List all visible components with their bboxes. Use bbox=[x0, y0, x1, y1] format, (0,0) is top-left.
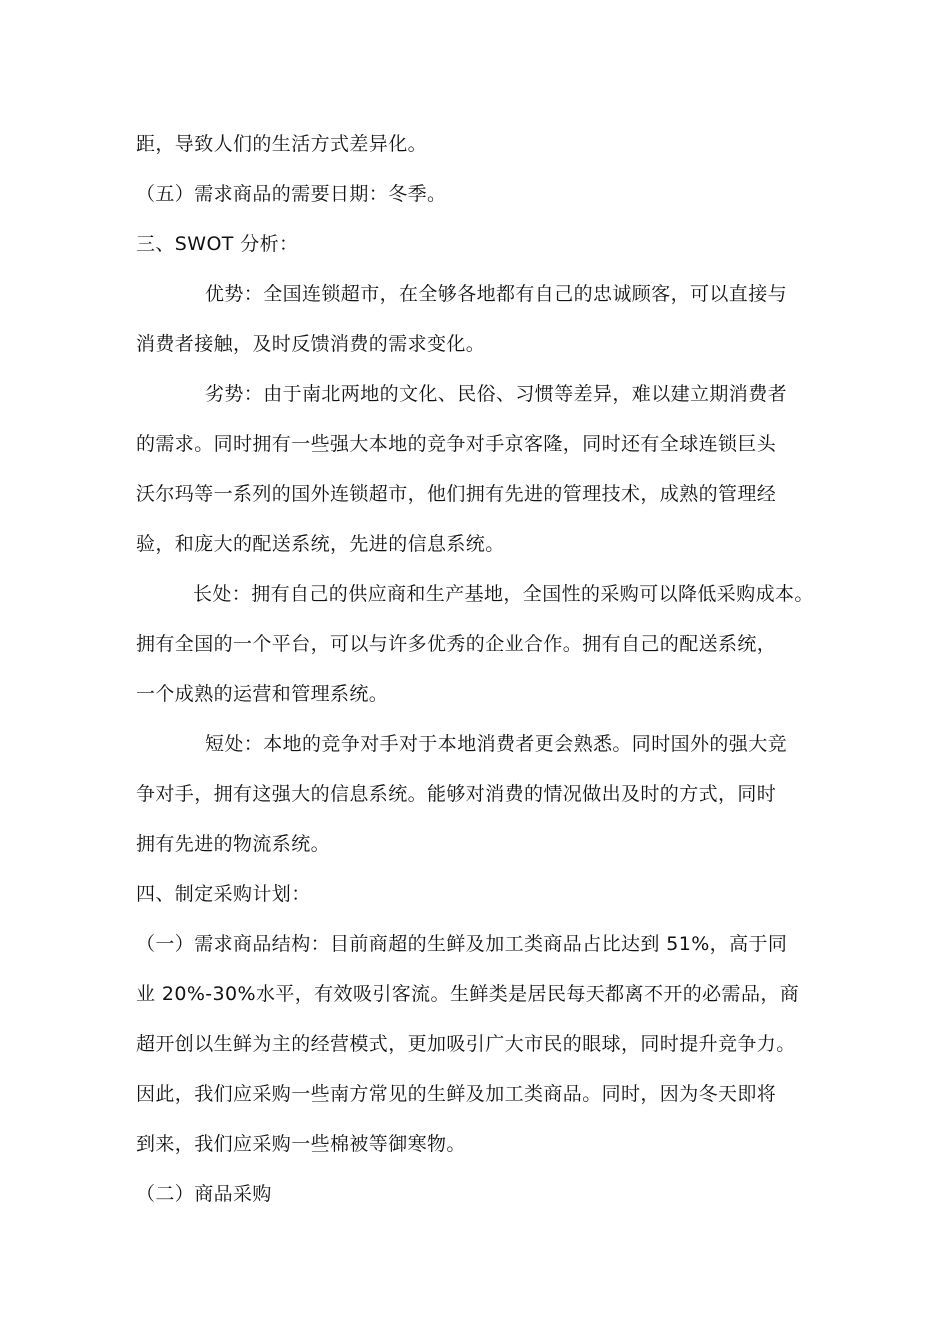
text-line: 拥有全国的一个平台，可以与许多优秀的企业合作。拥有自己的配送系统， bbox=[136, 633, 777, 655]
text-line: 劣势：由于南北两地的文化、民俗、习惯等差异，难以建立期消费者 bbox=[205, 383, 788, 405]
text-line: 业 20%-30%水平，有效吸引客流。生鲜类是居民每天都离不开的必需品，商 bbox=[136, 983, 800, 1005]
text-line: 消费者接触，及时反馈消费的需求变化。 bbox=[136, 333, 486, 355]
text-line: 到来，我们应采购一些棉被等御寒物。 bbox=[136, 1133, 466, 1155]
text-line: 短处：本地的竞争对手对于本地消费者更会熟悉。同时国外的强大竞 bbox=[205, 733, 788, 755]
text-line: 距，导致人们的生活方式差异化。 bbox=[136, 133, 428, 155]
text-line: （一）需求商品结构：目前商超的生鲜及加工类商品占比达到 51%，高于同 bbox=[136, 933, 788, 955]
text-line: 因此，我们应采购一些南方常见的生鲜及加工类商品。同时，因为冬天即将 bbox=[136, 1083, 777, 1105]
text-line: （二）商品采购 bbox=[136, 1183, 272, 1205]
text-line: 验，和庞大的配送系统，先进的信息系统。 bbox=[136, 533, 505, 555]
section-heading: 四、制定采购计划： bbox=[136, 883, 311, 905]
text-line: 争对手，拥有这强大的信息系统。能够对消费的情况做出及时的方式，同时 bbox=[136, 783, 777, 805]
text-line: 长处：拥有自己的供应商和生产基地，全国性的采购可以降低采购成本。 bbox=[193, 583, 814, 605]
text-line: 一个成熟的运营和管理系统。 bbox=[136, 683, 389, 705]
section-heading: 三、SWOT 分析： bbox=[136, 233, 299, 255]
text-line: （五）需求商品的需要日期：冬季。 bbox=[136, 183, 447, 205]
text-line: 的需求。同时拥有一些强大本地的竞争对手京客隆，同时还有全球连锁巨头 bbox=[136, 433, 777, 455]
text-line: 沃尔玛等一系列的国外连锁超市，他们拥有先进的管理技术，成熟的管理经 bbox=[136, 483, 777, 505]
text-line: 拥有先进的物流系统。 bbox=[136, 833, 331, 855]
text-line: 超开创以生鲜为主的经营模式，更加吸引广大市民的眼球，同时提升竞争力。 bbox=[136, 1033, 796, 1055]
text-line: 优势：全国连锁超市，在全够各地都有自己的忠诚顾客，可以直接与 bbox=[205, 283, 788, 305]
